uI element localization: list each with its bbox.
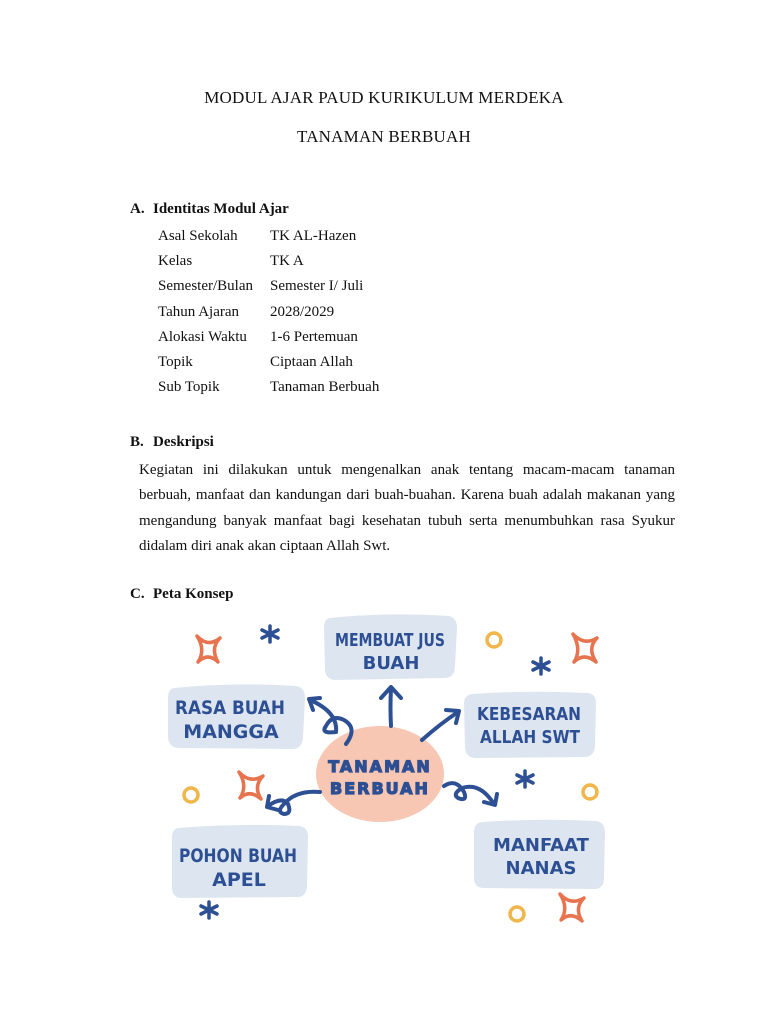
identity-label: Topik — [158, 353, 193, 370]
concept-left-top-line2: MANGGA — [183, 721, 279, 743]
concept-top-line1: MEMBUAT JUS — [335, 630, 445, 651]
identity-row — [158, 352, 379, 377]
concept-right-bottom-line1: MANFAAT — [493, 835, 589, 856]
concept-top-line2: BUAH — [362, 653, 420, 674]
description-line: Kegiatan ini dilakukan untuk mengenalkan anak tentang macam-macam tanaman — [139, 462, 675, 478]
identity-row — [158, 226, 379, 251]
circle-icon — [583, 785, 597, 799]
section-c-heading — [130, 586, 233, 603]
identity-label: Kelas — [158, 253, 193, 270]
page-title: MODUL AJAR PAUD KURIKULUM MERDEKA — [204, 88, 564, 107]
identity-value: Ciptaan Allah — [270, 353, 353, 370]
identity-label: Tahun Ajaran — [158, 303, 240, 320]
arrow-right-down-icon — [444, 783, 497, 805]
section-c-title: Peta Konsep — [153, 586, 234, 602]
identity-value: TK A — [270, 253, 304, 270]
sparkle-icon — [239, 772, 263, 799]
description-paragraph — [139, 458, 675, 559]
identity-row — [158, 276, 379, 301]
circle-icon — [510, 907, 524, 921]
section-b-letter: B. — [130, 434, 144, 450]
identity-row — [158, 327, 379, 352]
identity-label: Semester/Bulan — [158, 278, 253, 295]
concept-right-top-line1: KEBESARAN — [477, 704, 581, 725]
sparkle-icon — [197, 636, 220, 662]
identity-label: Asal Sekolah — [158, 228, 238, 244]
section-c-letter: C. — [130, 586, 145, 602]
concept-right-top-line2: ALLAH SWT — [480, 727, 581, 748]
description-line: berbuah, manfaat dan kandungan dari buah-buahan. Karena buah adalah makanan yang — [139, 487, 675, 504]
identity-label: Sub Topik — [158, 379, 220, 396]
concept-map-graphic — [160, 608, 610, 930]
concept-right-bottom-line2: NANAS — [505, 858, 577, 879]
sparkle-icon — [560, 894, 584, 921]
identity-row — [158, 377, 379, 402]
page-subtitle: TANAMAN BERBUAH — [296, 127, 471, 146]
sparkle-icon — [573, 634, 597, 662]
asterisk-icon — [517, 771, 533, 787]
description-line: didalam diri anak akan ciptaan Allah Swt. — [139, 537, 391, 554]
arrow-right-up-icon — [422, 710, 459, 740]
section-b-heading — [130, 434, 214, 451]
identity-value: Tanaman Berbuah — [270, 379, 380, 396]
identity-value: Semester I/ Juli — [270, 278, 364, 295]
arrow-up-icon — [381, 687, 401, 726]
asterisk-icon — [201, 902, 217, 918]
concept-center-line1: TANAMAN — [328, 757, 432, 776]
identity-row — [158, 302, 379, 327]
asterisk-icon — [533, 658, 549, 674]
identity-table — [158, 226, 379, 402]
section-b-title: Deskripsi — [153, 434, 214, 450]
asterisk-icon — [262, 626, 278, 642]
section-a-title: Identitas Modul Ajar — [153, 201, 289, 217]
circle-icon — [487, 633, 501, 647]
circle-icon — [184, 788, 198, 802]
section-a-letter: A. — [130, 201, 145, 217]
concept-left-bottom-line1: POHON BUAH — [179, 845, 297, 867]
identity-label: Alokasi Waktu — [158, 328, 247, 345]
concept-left-bottom-line2: APEL — [212, 869, 266, 891]
arrow-left-down-icon — [267, 792, 320, 814]
concept-center-line2: BERBUAH — [330, 779, 430, 798]
concept-map — [160, 608, 610, 930]
description-line: mengandung banyak manfaat bagi kesehatan tubuh serta menumbuhkan rasa Syukur — [139, 512, 675, 529]
identity-value: 2028/2029 — [270, 303, 335, 320]
concept-left-top-line1: RASA BUAH — [175, 697, 285, 719]
identity-value: 1-6 Pertemuan — [270, 328, 358, 345]
section-a-heading — [130, 201, 289, 218]
identity-value: TK AL-Hazen — [270, 228, 357, 244]
identity-row — [158, 251, 379, 276]
